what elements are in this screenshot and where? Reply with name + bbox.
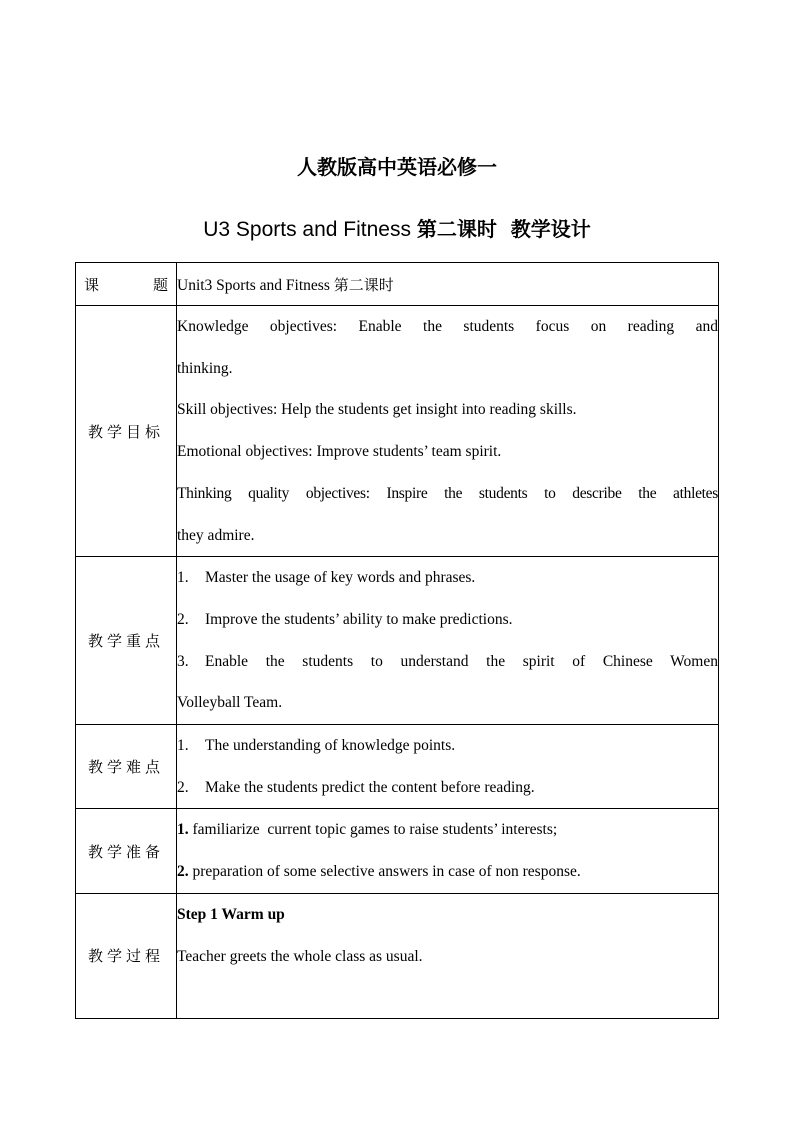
list-text: Master the usage of key words and phrases. [205,569,476,587]
list-item [177,641,718,683]
key-points-content [177,557,719,725]
list-number: 1. [177,569,189,587]
list-number: 2. [177,778,189,796]
list-number: 2. [177,863,189,881]
list-item [177,725,718,767]
row-key-points [76,557,719,725]
subtitle-english: U3 Sports and Fitness [203,218,411,241]
list-text: Improve the students’ ability to make predictions. [205,610,513,628]
list-text: Enable the students to understand the spirit of Chinese Women [205,652,718,670]
topic-value-chinese: 第二课时 [333,275,394,294]
objectives-content [177,306,719,557]
process-content [177,893,719,1018]
label-objectives: 教学目标 [76,306,177,557]
difficulties-content [177,725,719,809]
list-item [177,767,718,809]
document-subtitle [0,214,794,245]
list-number: 1. [177,737,189,755]
label-preparation: 教学准备 [76,809,177,893]
objectives-line: Thinking quality objectives: Inspire the students to describe the athletes [177,484,718,502]
label-key-points: 教学重点 [76,557,177,725]
objectives-line: Skill objectives: Help the students get insight into reading skills. [177,401,577,419]
label-process: 教学过程 [76,893,177,1018]
objectives-line: they admire. [177,526,255,544]
subtitle-chinese: 第二课时 教学设计 [416,217,591,241]
list-item [177,809,718,851]
row-process [76,893,719,1018]
list-text: familiarize current topic games to raise students’ interests; [192,821,558,839]
list-text: The understanding of knowledge points. [205,737,456,755]
objectives-line: thinking. [177,359,233,377]
list-item-continuation: Volleyball Team. [177,694,283,712]
list-item [177,599,718,641]
list-number: 3. [177,652,189,670]
preparation-content [177,809,719,893]
row-difficulties [76,725,719,809]
step-text: Teacher greets the whole class as usual. [177,947,423,965]
list-text: preparation of some selective answers in case of non response. [192,863,581,881]
label-topic [76,263,177,306]
step-title: Step 1 Warm up [177,905,285,923]
topic-value [177,263,719,306]
objectives-line: Emotional objectives: Improve students’ team spirit. [177,443,502,461]
document-title: 人教版高中英语必修一 [297,155,497,179]
row-preparation [76,809,719,893]
list-number: 2. [177,610,189,628]
row-topic [76,263,719,306]
list-item [177,851,718,893]
objectives-line: Knowledge objectives: Enable the students focus on reading and [177,318,718,335]
label-difficulties: 教学难点 [76,725,177,809]
topic-value-english: Unit3 Sports and Fitness [177,276,330,294]
list-number: 1. [177,821,189,839]
label-topic-char-2: 题 [152,275,168,294]
list-item [177,557,718,599]
row-objectives [76,306,719,557]
lesson-plan-table [75,262,719,1019]
label-topic-char-1: 课 [84,275,100,294]
list-text: Make the students predict the content before reading. [205,778,535,796]
